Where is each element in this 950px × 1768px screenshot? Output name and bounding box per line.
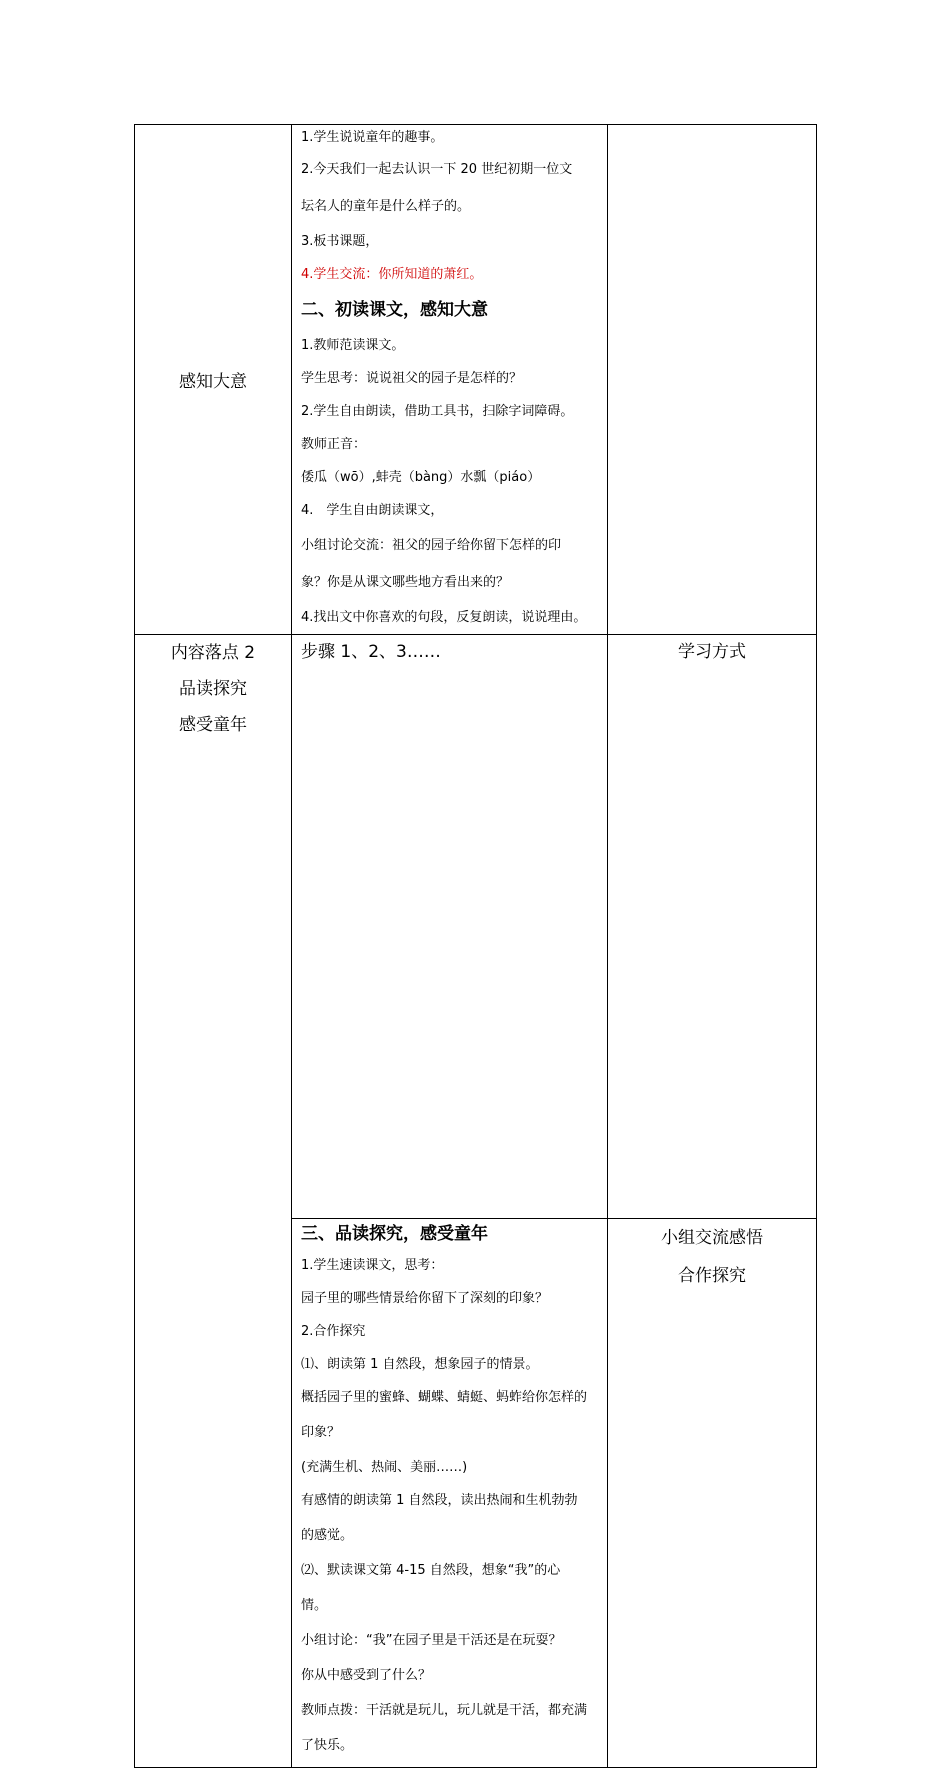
section1-method-cell [608,125,817,635]
content-line: 情。 [301,1598,328,1613]
section2-label-line: 内容落点 2 [170,643,256,663]
content-line: ⑴、朗读第 1 自然段，想象园子的情景。 [301,1357,539,1372]
section2-content-cell [292,1219,608,1768]
section2-method-cell [608,1219,817,1768]
content-line: 印象？ [301,1425,341,1440]
method-line: 合作探究 [678,1266,746,1286]
section2-label-cell [135,635,292,1768]
content-line-highlight: 4.学生交流：你所知道的萧红。 [301,267,483,282]
method-header-cell [608,635,817,1219]
content-line: 有感情的朗读第 1 自然段，读出热闹和生机勃勃 [301,1493,578,1508]
content-line: 1.学生说说童年的趣事。 [301,130,444,145]
method-line: 小组交流感悟 [661,1228,763,1248]
content-line: 象？你是从课文哪些地方看出来的？ [301,575,510,590]
section-heading: 二、初读课文，感知大意 [301,300,488,320]
steps-header-cell [292,635,608,1219]
content-line: 教师点拨：干活就是玩儿，玩儿就是干活，都充满 [301,1703,588,1718]
content-line: 4. 学生自由朗读课文， [301,503,444,518]
content-line: 1.教师范读课文。 [301,338,405,353]
content-line: 了快乐。 [301,1738,354,1753]
content-line: 4.找出文中你喜欢的句段，反复朗读，说说理由。 [301,610,587,625]
content-line: 倭瓜（wō）,蚌壳（bàng）水瓢（piáo） [301,470,541,485]
content-line: 2.合作探究 [301,1324,366,1339]
content-line: 坛名人的童年是什么样子的。 [301,199,471,214]
content-line: 你从中感受到了什么？ [301,1668,432,1683]
section2-label-line: 感受童年 [179,715,247,735]
section1-content-cell [292,125,608,635]
steps-header: 步骤 1、2、3…… [301,642,441,662]
content-line: 概括园子里的蜜蜂、蝴蝶、蜻蜓、蚂蚱给你怎样的 [301,1390,588,1405]
section-heading: 三、品读探究，感受童年 [301,1224,488,1244]
section2-label-line: 品读探究 [179,679,247,699]
content-line: 小组讨论交流：祖父的园子给你留下怎样的印 [301,538,562,553]
content-line: 2.今天我们一起去认识一下 20 世纪初期一位文 [301,162,573,177]
content-line: 的感觉。 [301,1528,354,1543]
content-line: 2.学生自由朗读，借助工具书，扫除字词障碍。 [301,404,574,419]
table-row [135,125,817,635]
content-line: (充满生机、热闹、美丽……) [301,1460,468,1475]
content-line: 3.板书课题， [301,234,379,249]
method-header: 学习方式 [678,642,746,662]
content-line: 园子里的哪些情景给你留下了深刻的印象？ [301,1291,549,1306]
content-line: 学生思考：说说祖父的园子是怎样的？ [301,371,523,386]
content-line: 小组讨论：“我”在园子里是干活还是在玩耍？ [301,1633,562,1648]
section1-label-cell [135,125,292,635]
content-line: ⑵、默读课文第 4-15 自然段，想象“我”的心 [301,1563,561,1578]
lesson-plan-table [134,124,817,1768]
content-line: 教师正音： [301,437,367,452]
content-line: 1.学生速读课文，思考： [301,1258,444,1273]
table-row [135,635,817,1219]
section1-label: 感知大意 [179,372,247,392]
